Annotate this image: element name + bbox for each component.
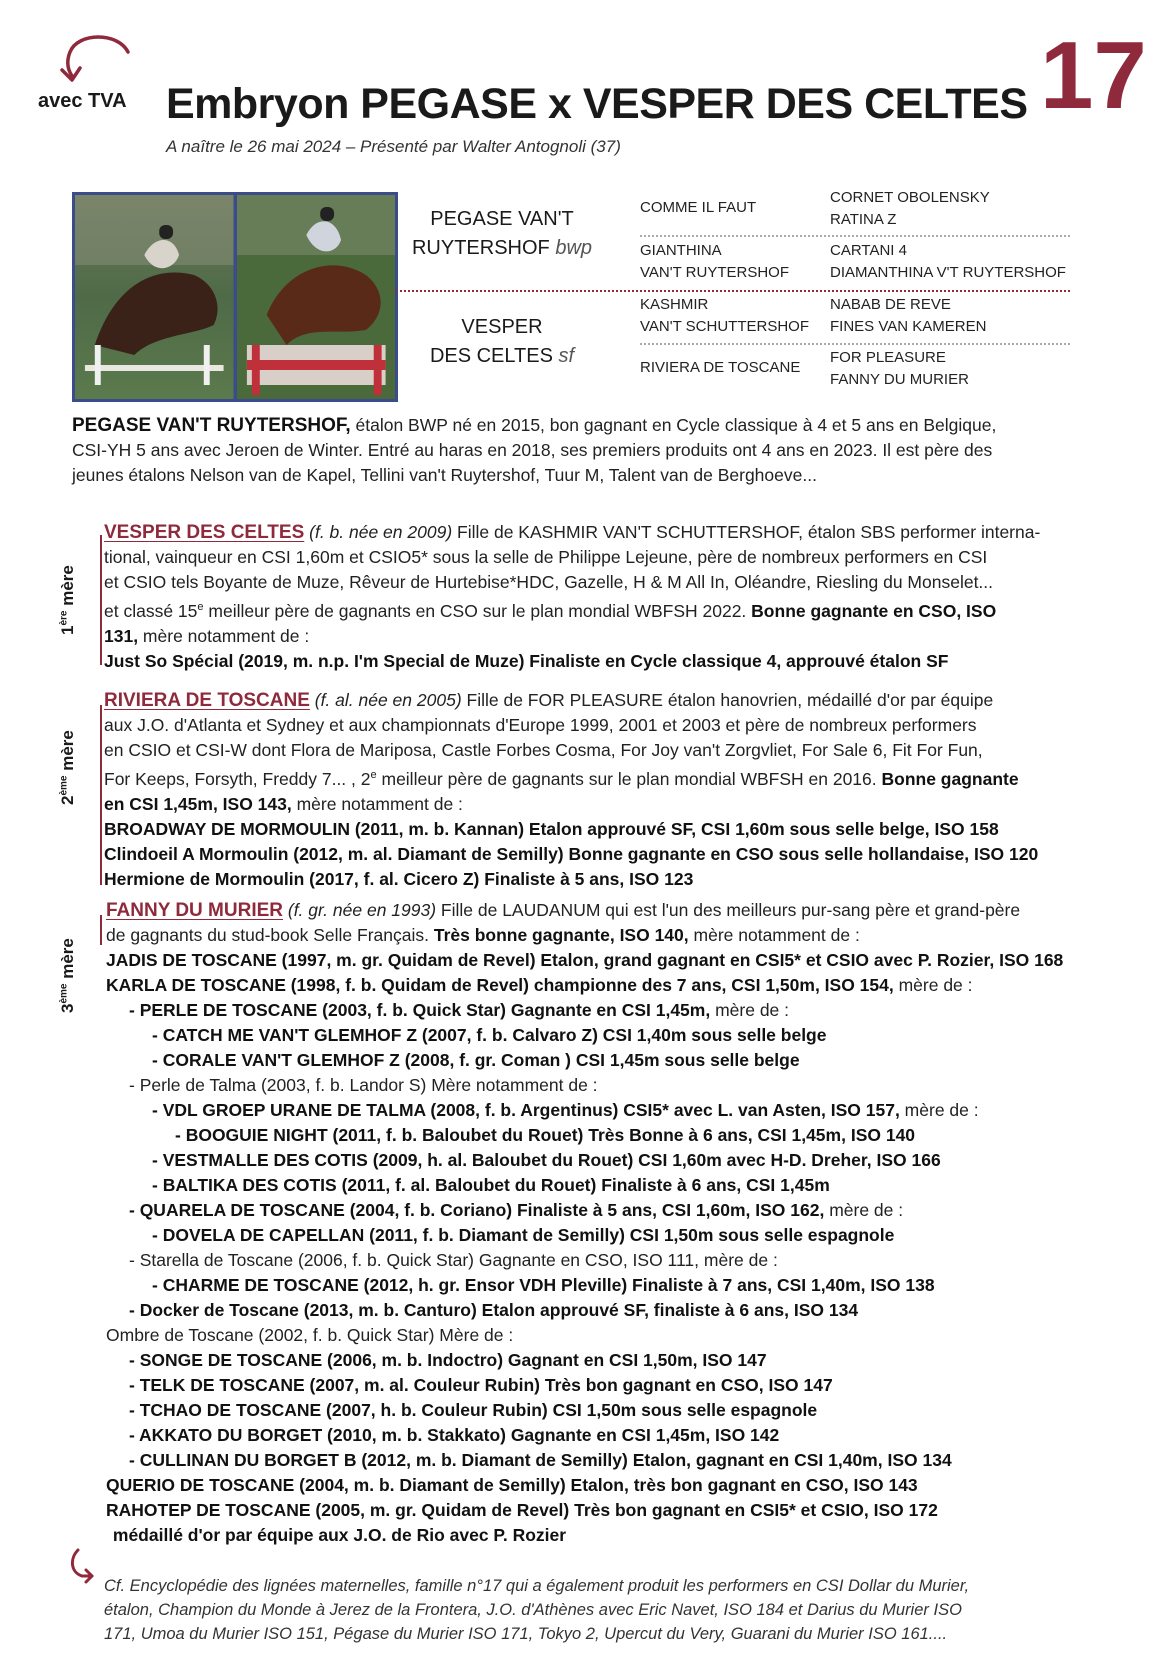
pedigree-gen2-dam-sire: KASHMIR VAN'T SCHUTTERSHOF: [640, 296, 809, 335]
offspring-line: KARLA DE TOSCANE (1998, f. b. Quidam de Revel) championne des 7 ans, CSI 1,50m, ISO 154, mère de :: [106, 975, 973, 995]
pedigree-gen2-dam-dam: RIVIERA DE TOSCANE: [640, 359, 801, 376]
offspring-line: Just So Spécial (2019, m. n.p. I'm Special de Muze) Finaliste en Cycle classique 4, approuvé étalon SF: [104, 650, 949, 671]
offspring-line: - BOOGUIE NIGHT (2011, f. b. Baloubet du Rouet) Très Bonne à 6 ans, CSI 1,45m, ISO 140: [175, 1125, 916, 1145]
offspring-line: Ombre de Toscane (2002, f. b. Quick Star) Mère de :: [106, 1325, 514, 1345]
pedigree-gen2-sire-dam: GIANTHINA VAN'T RUYTERSHOF: [640, 242, 789, 281]
mere-1-section: VESPER DES CELTES (f. b. née en 2009) Fille de KASHMIR VAN'T SCHUTTERSHOF, étalon SBS performer interna- tional, vainqueur en CSI 1,60m et CSIO5* sous la selle de Philippe Lejeune, père de nombreux performers en CSI et CSIO tels Boyante de Muze, Rêveur de Hurtebise*HDC, Gazelle, H & M All In, Oléandre, Riesling du Monselet... et classé 15e meilleur père de gagnants en CSO sur le plan mondial WBFSH 2022. Bonne gagnante en CSO, ISO 131, mère notamment de : Just So Spécial (2019, m. n.p. I'm Special de Muze) Finaliste en Cycle classique 4, approuvé étalon SF: [104, 520, 1040, 674]
mere-1-bracket: [100, 535, 102, 665]
offspring-line: - TELK DE TOSCANE (2007, m. al. Couleur Rubin) Très bon gagnant en CSO, ISO 147: [129, 1375, 833, 1395]
offspring-line: Hermione de Mormoulin (2017, f. al. Cicero Z) Finaliste à 5 ans, ISO 123: [104, 868, 694, 889]
offspring-line: - Starella de Toscane (2006, f. b. Quick Star) Gagnante en CSO, ISO 111, mère de :: [129, 1250, 778, 1270]
offspring-line: - CULLINAN DU BORGET B (2012, m. b. Diamant de Semilly) Etalon, gagnant en CSI 1,40m, ISO 134: [129, 1450, 952, 1470]
pedigree-divider: [640, 343, 1070, 345]
footnote: Cf. Encyclopédie des lignées maternelles, famille n°17 qui a également produit les performers en CSI Dollar du Murier, étalon, Champion du Monde à Jerez de la Frontera, J.O. d'Athènes avec Eric Navet, ISO 184 et Darius du Murier ISO 171, Umoa du Murier ISO 151, Pégase du Murier ISO 171, Tokyo 2, Upercut du Very, Guarani du Murier ISO 161....: [104, 1577, 970, 1643]
mere-3-bracket: [100, 915, 102, 945]
offspring-line: Clindoeil A Mormoulin (2012, m. al. Diamant de Semilly) Bonne gagnante en CSO sous selle hollandaise, ISO 120: [104, 843, 1039, 864]
offspring-line: - PERLE DE TOSCANE (2003, f. b. Quick Star) Gagnante en CSI 1,45m, mère de :: [129, 1000, 790, 1020]
offspring-line: - CATCH ME VAN'T GLEMHOF Z (2007, f. b. Calvaro Z) CSI 1,40m sous selle belge: [152, 1025, 827, 1045]
offspring-line: - DOVELA DE CAPELLAN (2011, f. b. Diamant de Semilly) CSI 1,50m sous selle espagnole: [152, 1225, 895, 1245]
horse-photo-left: [75, 195, 234, 399]
offspring-line: JADIS DE TOSCANE (1997, m. gr. Quidam de Revel) Etalon, grand gagnant en CSI5* et CSIO avec P. Rozier, ISO 168: [106, 950, 1064, 970]
dam-name: VESPER DES CELTES sf: [429, 316, 575, 367]
offspring-line: - Docker de Toscane (2013, m. b. Canturo) Etalon approuvé SF, finaliste à 6 ans, ISO 134: [129, 1300, 859, 1320]
horse-photo-right: [237, 195, 396, 399]
pedigree-gen3-2: CARTANI 4 DIAMANTHINA V'T RUYTERSHOF: [830, 242, 1066, 281]
mere-2-section: RIVIERA DE TOSCANE (f. al. née en 2005) Fille de FOR PLEASURE étalon hanovrien, médaillé d'or par équipe aux J.O. d'Atlanta et Sydney et aux championnats d'Europe 1999, 2001 et 2003 et père de nombreux performers en CSIO et CSI-W dont Flora de Mariposa, Castle Forbes Cosma, For Joy van't Zorgvliet, For Sale 6, Fit For Fun, For Keeps, Forsyth, Freddy 7... , 2e meilleur père de gagnants sur le plan mondial WBFSH en 2016. Bonne gagnante en CSI 1,45m, ISO 143, mère notamment de : BROADWAY DE MORMOULIN (2011, m. b. Kannan) Etalon approuvé SF, CSI 1,60m sous selle belge, ISO 158 Clindoeil A Mormoulin (2012, m. al. Diamant de Semilly) Bonne gagnante en CSO sous selle hollandaise, ISO 120 Hermione de Mormoulin (2017, f. al. Cicero Z) Finaliste à 5 ans, ISO 123: [104, 688, 1038, 892]
mere-2-label: 2ème mère: [58, 730, 77, 805]
mere-3-label: 3ème mère: [58, 938, 77, 1013]
mere-1-label: 1ère mère: [58, 565, 77, 635]
sire-paragraph: PEGASE VAN'T RUYTERSHOF, étalon BWP né en 2015, bon gagnant en Cycle classique à 4 et 5 ans en Belgique, CSI-YH 5 ans avec Jeroen de Winter. Entré au haras en 2018, ses premiers produits ont 4 ans en 2023. Il est père des jeunes étalons Nelson van de Kapel, Tellini van't Ruytershof, Tuur M, Talent van de Berghoeve...: [72, 415, 997, 485]
page-subtitle: A naître le 26 mai 2024 – Présenté par Walter Antognoli (37): [166, 137, 621, 156]
pedigree-divider: [640, 235, 1070, 237]
offspring-line: - VDL GROEP URANE DE TALMA (2008, f. b. Argentinus) CSI5* avec L. van Asten, ISO 157, mère de :: [152, 1100, 979, 1120]
offspring-line: - SONGE DE TOSCANE (2006, m. b. Indoctro) Gagnant en CSI 1,50m, ISO 147: [129, 1350, 767, 1370]
offspring-line: - VESTMALLE DES COTIS (2009, h. al. Baloubet du Rouet) CSI 1,60m avec H-D. Dreher, ISO 166: [152, 1150, 941, 1170]
pedigree-gen3-4: FOR PLEASURE FANNY DU MURIER: [830, 349, 969, 388]
offspring-line: - QUARELA DE TOSCANE (2004, f. b. Coriano) Finaliste à 5 ans, CSI 1,60m, ISO 162, mère de :: [129, 1200, 904, 1220]
lot-number: 17: [1040, 22, 1147, 129]
return-arrow-icon: [66, 1548, 96, 1584]
offspring-line: médaillé d'or par équipe aux J.O. de Rio avec P. Rozier: [112, 1525, 567, 1545]
offspring-line: RAHOTEP DE TOSCANE (2005, m. gr. Quidam de Revel) Très bon gagnant en CSI5* et CSIO, ISO 172: [106, 1500, 938, 1520]
offspring-line: - CHARME DE TOSCANE (2012, h. gr. Ensor VDH Pleville) Finaliste à 7 ans, CSI 1,40m, ISO 138: [152, 1275, 935, 1295]
page-title: Embryon PEGASE x VESPER DES CELTES: [166, 80, 1028, 128]
offspring-line: QUERIO DE TOSCANE (2004, m. b. Diamant de Semilly) Etalon, très bon gagnant en CSO, ISO 143: [106, 1475, 918, 1495]
pedigree-gen2-sire-sire: COMME IL FAUT: [640, 199, 757, 216]
tva-label: avec TVA: [38, 90, 127, 112]
sire-name: PEGASE VAN'T RUYTERSHOF bwp: [411, 208, 593, 259]
offspring-line: BROADWAY DE MORMOULIN (2011, m. b. Kannan) Etalon approuvé SF, CSI 1,60m sous selle belge, ISO 158: [104, 818, 999, 839]
pedigree-gen3-3: NABAB DE REVE FINES VAN KAMEREN: [830, 296, 987, 335]
offspring-line: - Perle de Talma (2003, f. b. Landor S) Mère notamment de :: [129, 1075, 598, 1095]
mere-3-section: FANNY DU MURIER (f. gr. née en 1993) Fille de LAUDANUM qui est l'un des meilleurs pur-sang père et grand-père de gagnants du stud-book Selle Français. Très bonne gagnante, ISO 140, mère notamment de : JADIS DE TOSCANE (1997, m. gr. Quidam de Revel) Etalon, grand gagnant en CSI5* et CSIO avec P. Rozier, ISO 168 KARLA DE TOSCANE (1998, f. b. Quidam de Revel) championne des 7 ans, CSI 1,50m, ISO 154, mère de : - PERLE DE TOSCANE (2003, f. b. Quick Star) Gagnante en CSI 1,45m, mère de : - CATCH ME VAN'T GLEMHOF Z (2007, f. b. Calvaro Z) CSI 1,40m sous selle belge - CORALE VAN'T GLEMHOF Z (2008, f. gr. Coman ) CSI 1,45m sous selle belge - Perle de Talma (2003, f. b. Landor S) Mère notamment de : - VDL GROEP URANE DE TALMA (2008, f. b. Argentinus) CSI5* avec L. van Asten, ISO 157, mère de : - BOOGUIE NIGHT (2011, f. b. Baloubet du Rouet) Très Bonne à 6 ans, CSI 1,45m, ISO 140 - VESTMALLE DES COTIS (2009, h. al. Baloubet du Rouet) CSI 1,60m avec H-D. Dreher, ISO 166 - BALTIKA DES COTIS (2011, f. al. Baloubet du Rouet) Finaliste à 6 ans, CSI 1,45m - QUARELA DE TOSCANE (2004, f. b. Coriano) Finaliste à 5 ans, CSI 1,60m, ISO 162, mère de : - DOVELA DE CAPELLAN (2011, f. b. Diamant de Semilly) CSI 1,50m sous selle espagnole - Starella de Toscane (2006, f. b. Quick Star) Gagnante en CSO, ISO 111, mère de : - CHARME DE TOSCANE (2012, h. gr. Ensor VDH Pleville) Finaliste à 7 ans, CSI 1,40m, ISO 138 - Docker de Toscane (2013, m. b. Canturo) Etalon approuvé SF, finaliste à 6 ans, ISO 134 Ombre de Toscane (2002, f. b. Quick Star) Mère de : - SONGE DE TOSCANE (2006, m. b. Indoctro) Gagnant en CSI 1,50m, ISO 147 - TELK DE TOSCANE (2007, m. al. Couleur Rubin) Très bon gagnant en CSO, ISO 147 - TCHAO DE TOSCANE (2007, h. b. Couleur Rubin) CSI 1,50m sous selle espagnole - AKKATO DU BORGET (2010, m. b. Stakkato) Gagnante en CSI 1,45m, ISO 142 - CULLINAN DU BORGET B (2012, m. b. Diamant de Semilly) Etalon, gagnant en CSI 1,40m, ISO 134 QUERIO DE TOSCANE (2004, m. b. Diamant de Semilly) Etalon, très bon gagnant en CSO, ISO 143 RAHOTEP DE TOSCANE (2005, m. gr. Quidam de Revel) Très bon gagnant en CSI5* et CSIO, ISO 172 médaillé d'or par équipe aux J.O. de Rio avec P. Rozier: [106, 898, 1063, 1548]
pedigree-main-divider: [395, 290, 1070, 292]
offspring-line: - AKKATO DU BORGET (2010, m. b. Stakkato) Gagnante en CSI 1,45m, ISO 142: [129, 1425, 780, 1445]
horse-photo-collage: [72, 192, 398, 402]
offspring-line: - BALTIKA DES COTIS (2011, f. al. Baloubet du Rouet) Finaliste à 6 ans, CSI 1,45m: [152, 1175, 830, 1195]
curved-arrow-icon: [58, 30, 138, 90]
offspring-list: [106, 948, 1063, 1548]
offspring-line: - CORALE VAN'T GLEMHOF Z (2008, f. gr. Coman ) CSI 1,45m sous selle belge: [152, 1050, 800, 1070]
offspring-line: - TCHAO DE TOSCANE (2007, h. b. Couleur Rubin) CSI 1,50m sous selle espagnole: [129, 1400, 818, 1420]
pedigree-gen3-1: CORNET OBOLENSKY RATINA Z: [830, 189, 990, 228]
mere-2-bracket: [100, 705, 102, 885]
